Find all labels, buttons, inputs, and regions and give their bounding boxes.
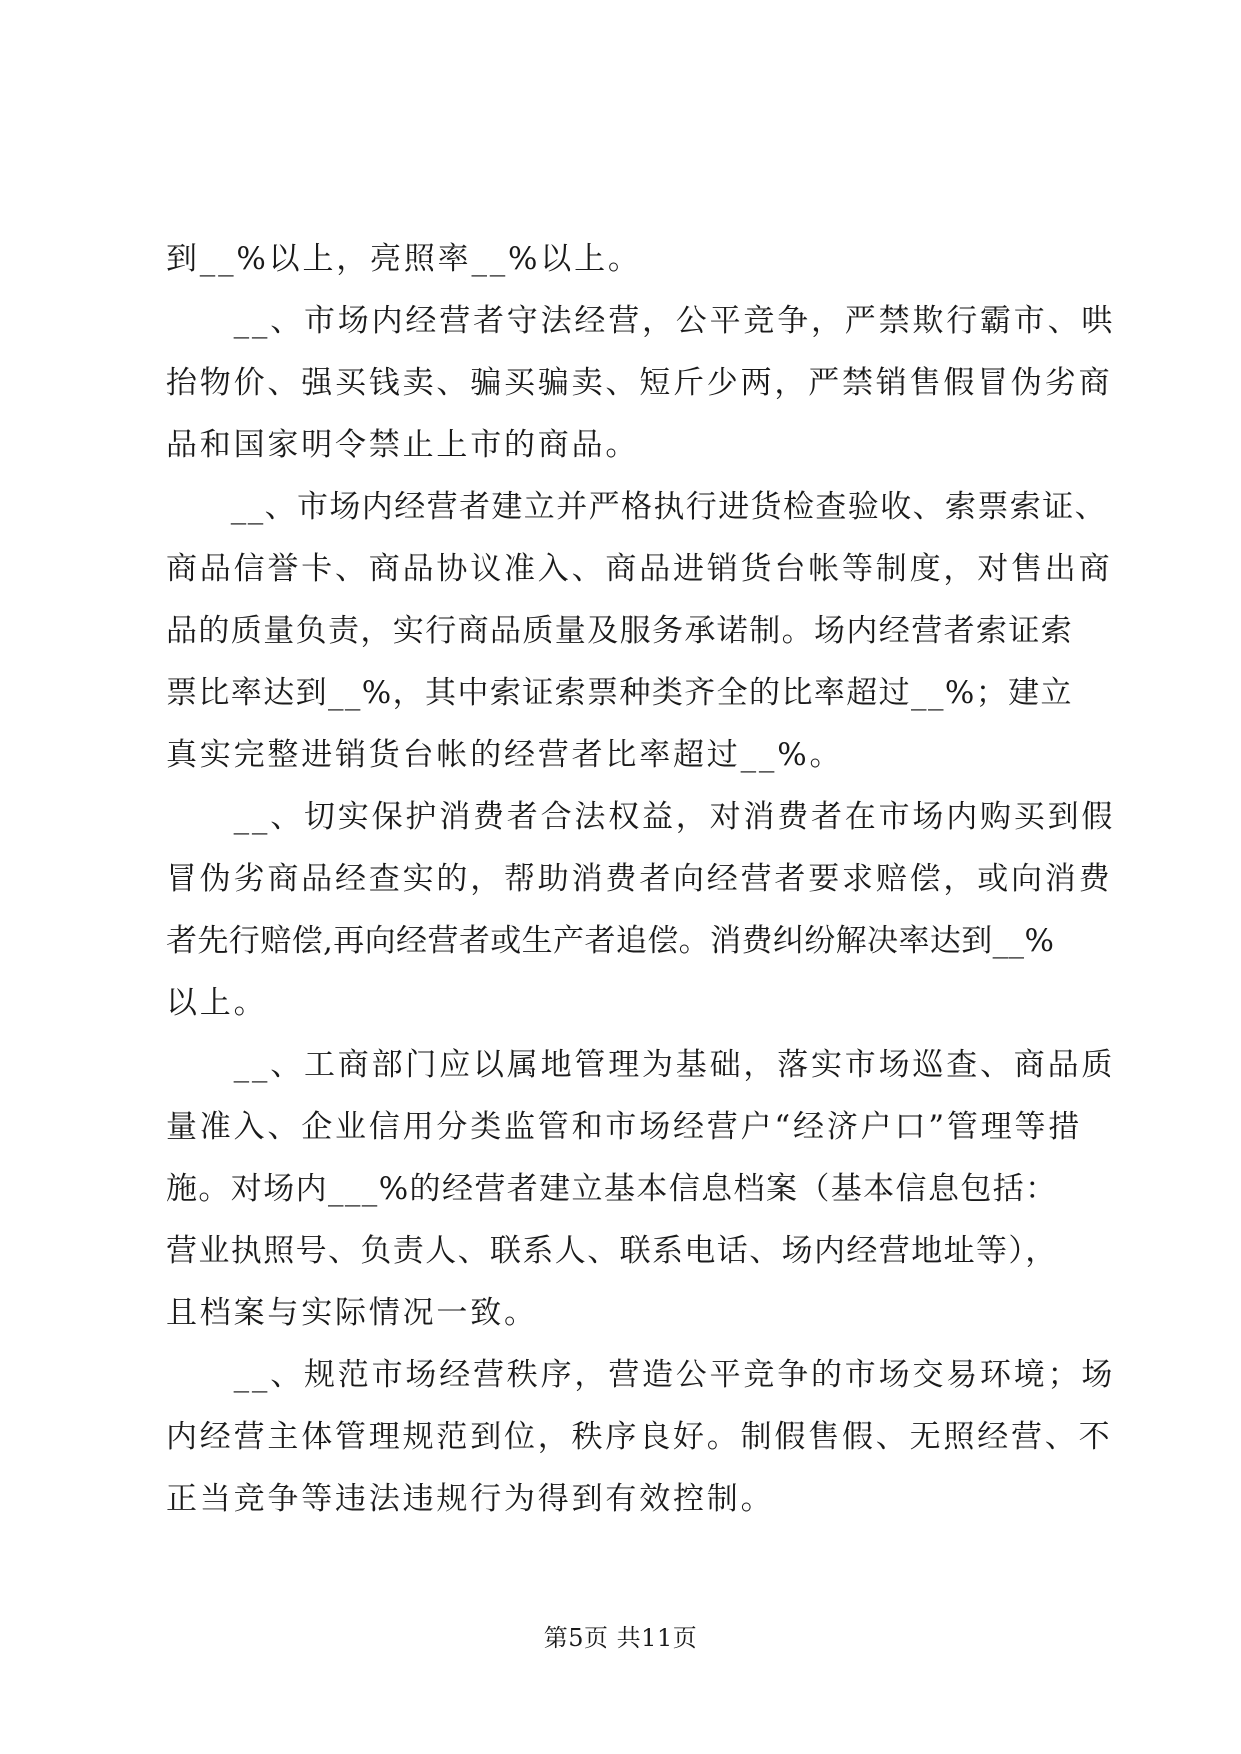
text-line: __、工商部门应以属地管理为基础，落实市场巡查、商品质	[166, 1047, 1116, 1083]
body-text	[166, 228, 1116, 1530]
text-line: 抬物价、强买钱卖、骗买骗卖、短斤少两，严禁销售假冒伪劣商	[166, 365, 1113, 401]
text-line: __、规范市场经营秩序，营造公平竞争的市场交易环境；场	[166, 1357, 1116, 1393]
text-line: 票比率达到__%，其中索证索票种类齐全的比率超过__%；建立	[166, 675, 1073, 711]
text-line: 营业执照号、负责人、联系人、联系电话、场内经营地址等），	[166, 1233, 1058, 1269]
text-line: 正当竞争等违法违规行为得到有效控制。	[166, 1481, 775, 1517]
text-line: 量准入、企业信用分类监管和市场经营户“经济户口”管理等措	[166, 1109, 1083, 1145]
text-line: 冒伪劣商品经查实的，帮助消费者向经营者要求赔偿，或向消费	[166, 861, 1113, 897]
text-line: __、市场内经营者守法经营，公平竞争，严禁欺行霸市、哄	[166, 303, 1116, 339]
text-line: 以上。	[166, 985, 268, 1021]
text-line: __、市场内经营者建立并严格执行进货检查验收、索票索证、	[166, 489, 1107, 525]
text-line: 施。对场内___%的经营者建立基本信息档案（基本信息包括：	[166, 1171, 1058, 1207]
page-number-footer: 第5页 共11页	[543, 1624, 698, 1652]
text-line: __、切实保护消费者合法权益，对消费者在市场内购买到假	[166, 799, 1116, 835]
text-line: 且档案与实际情况一致。	[166, 1295, 538, 1331]
text-line: 品的质量负责，实行商品质量及服务承诺制。场内经营者索证索	[166, 613, 1074, 649]
text-line: 到__%以上，亮照率__%以上。	[166, 241, 642, 277]
text-line: 内经营主体管理规范到位，秩序良好。制假售假、无照经营、不	[166, 1419, 1113, 1455]
text-line: 商品信誉卡、商品协议准入、商品进销货台帐等制度，对售出商	[166, 551, 1113, 587]
text-line: 者先行赔偿,再向经营者或生产者追偿。消费纠纷解决率达到__%	[166, 923, 1055, 959]
text-line: 品和国家明令禁止上市的商品。	[166, 427, 640, 463]
text-line: 真实完整进销货台帐的经营者比率超过__%。	[166, 737, 844, 773]
